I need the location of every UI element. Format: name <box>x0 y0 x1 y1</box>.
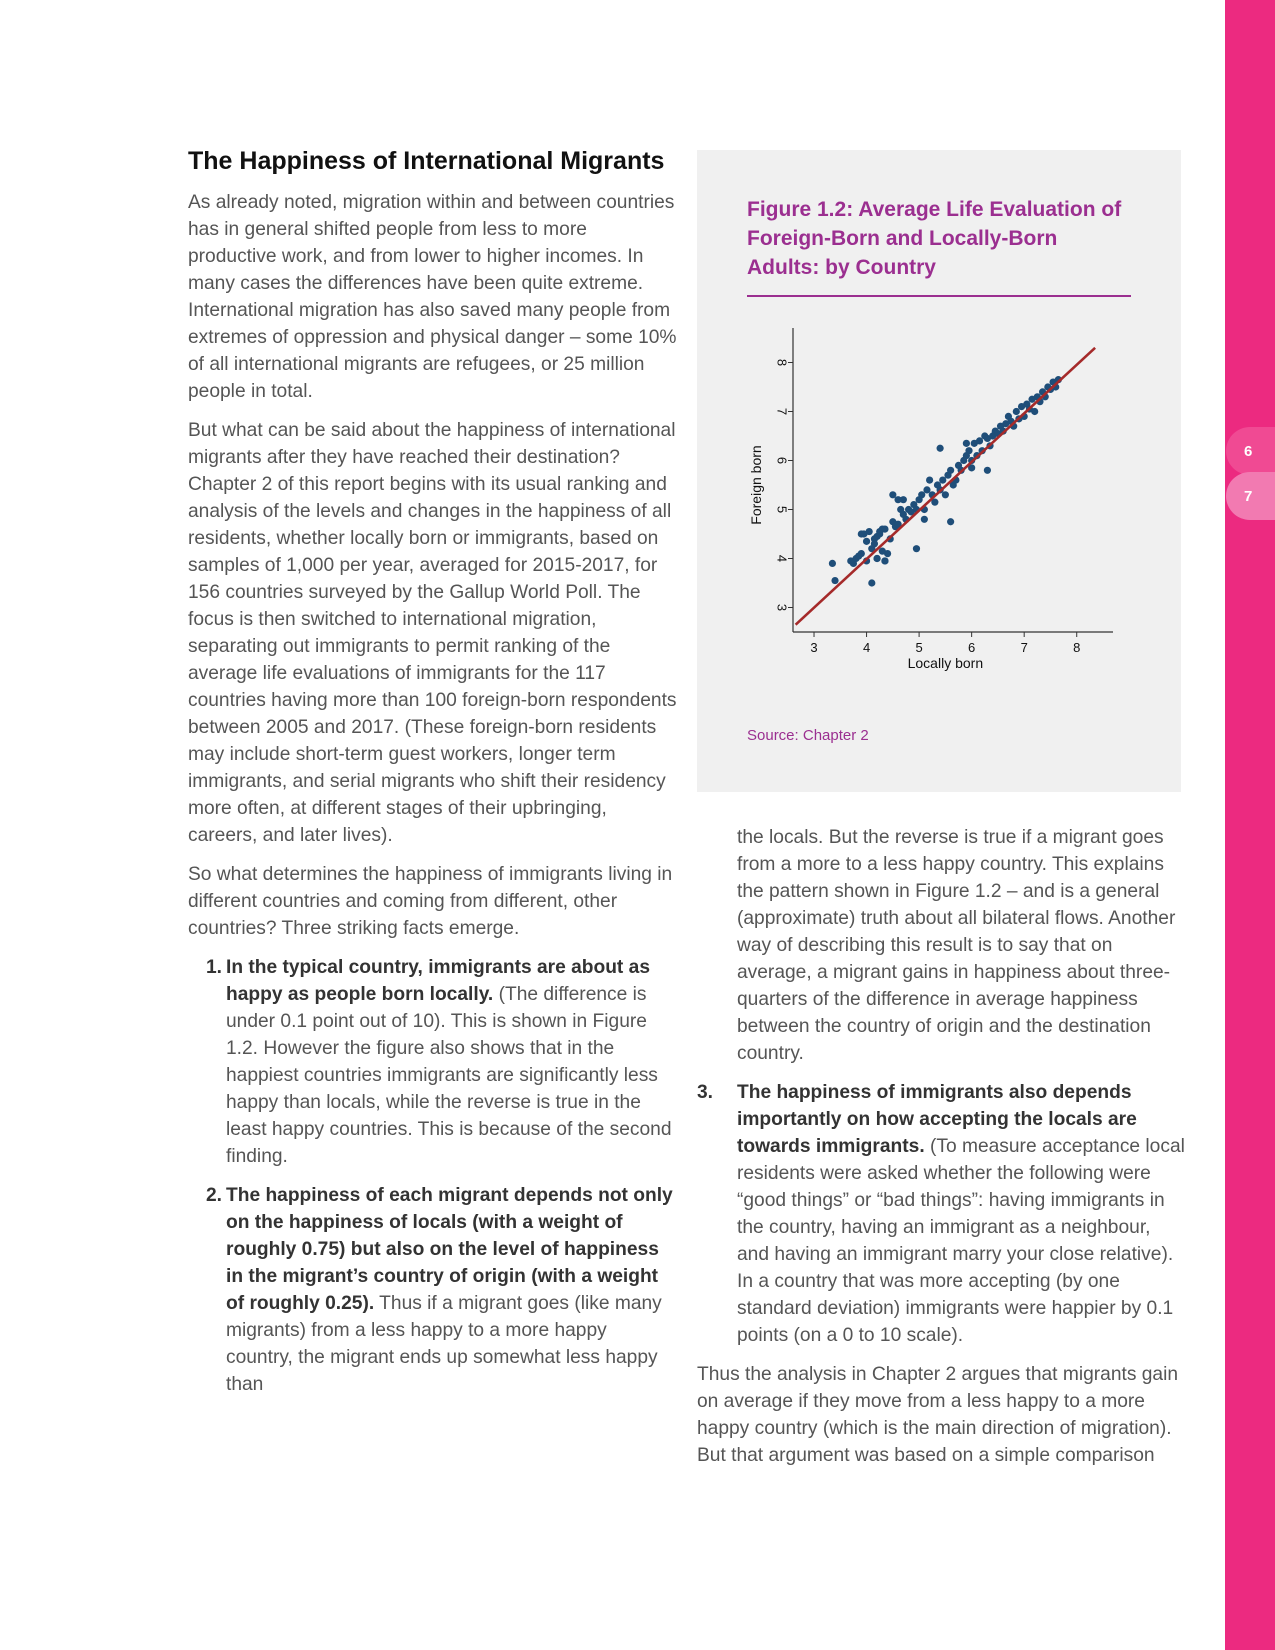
finding-2-continuation: the locals. But the reverse is true if a migrant goes from a more to a less happy country. This explains the pattern shown in Figure 1.2 – and is a general (approximate) truth about all bilateral flows. Another way of describing this result is to say that on average, a migrant gains in happiness about three-quarters of the difference in average happiness between the country of origin and the destination country. <box>737 827 1176 1064</box>
data-point <box>871 540 878 547</box>
closing-paragraph: Thus the analysis in Chapter 2 argues that migrants gain on average if they move from a less happy to a more happy country (which is the main direction of migration). But that argument was based on a simple comparison <box>697 1364 1179 1466</box>
finding-1-lead: In the typical country, immigrants are about as happy as people born locally. <box>226 957 650 1005</box>
figure-title: Figure 1.2: Average Life Evaluation of Foreign-Born and Locally-Born Adults: by Country <box>747 198 1122 279</box>
finding-2 <box>188 1182 678 1398</box>
chapter-tab-6[interactable] <box>1226 427 1275 475</box>
right-column <box>697 824 1187 1481</box>
y-tick-label: 5 <box>774 505 790 514</box>
finding-1-text: (The difference is under 0.1 point out of 10). This is shown in Figure 1.2. However the figure also shows that in the happiest countries immigrants are significantly less happy than locals, while the reverse is true in the least happy countries. This is because of the second finding. <box>226 984 672 1167</box>
paragraph-1: As already noted, migration within and between countries has in general shifted people from less to more productive work, and from lower to higher incomes. In many cases the differences have been quite extreme. International migration has also saved many people from extremes of oppression and physical danger – some 10% of all international migrants are refugees, or 25 million people in total. <box>188 192 677 402</box>
x-axis-title: Locally born <box>907 655 984 671</box>
data-point <box>976 437 983 444</box>
y-tick-label: 7 <box>774 407 790 416</box>
finding-3 <box>677 1079 1187 1349</box>
data-point <box>879 548 886 555</box>
data-point <box>947 467 954 474</box>
finding-2-lead: The happiness of each migrant depends not only on the happiness of locals (with a weight of roughly 0.75) but also on the level of happiness in the migrant’s country of origin (with a weight of roughly 0.25). <box>226 1185 673 1314</box>
finding-2-number: 2. <box>206 1185 223 1206</box>
figure-panel <box>697 150 1181 792</box>
y-tick-label: 6 <box>774 456 790 465</box>
findings-list <box>188 954 678 1398</box>
data-point <box>921 516 928 523</box>
x-tick-label: 7 <box>1020 640 1028 655</box>
data-point <box>873 555 880 562</box>
data-point <box>913 545 920 552</box>
data-point <box>926 477 933 484</box>
data-point <box>942 491 949 498</box>
data-point <box>894 496 901 503</box>
finding-3-lead: The happiness of immigrants also depends importantly on how accepting the locals are towards immigrants. <box>737 1082 1137 1157</box>
x-tick-label: 5 <box>915 640 923 655</box>
data-point <box>1031 408 1038 415</box>
finding-3-text: (To measure acceptance local residents were asked whether the following were “good things” or “bad things”: having immigrants in the country, having an immigrant as a neighbour, and having an immigrant marry your close relative). In a country that was more accepting (by one standard deviation) immigrants were happier by 0.1 points (on a 0 to 10 scale). <box>737 1136 1185 1346</box>
y-tick-label: 8 <box>774 358 790 367</box>
data-point <box>858 530 865 537</box>
data-point <box>947 518 954 525</box>
data-point <box>918 491 925 498</box>
data-point <box>868 579 875 586</box>
data-point <box>937 445 944 452</box>
data-point <box>831 577 838 584</box>
data-point <box>963 440 970 447</box>
data-point <box>881 526 888 533</box>
data-point <box>829 560 836 567</box>
paragraph-2: But what can be said about the happiness of international migrants after they have reached their destination? Chapter 2 of this report begins with its usual ranking and analysis of the levels and changes in the happiness of all residents, whether locally born or immigrants, based on samples of 1,000 per year, averaged for 2015-2017, for 156 countries surveyed by the Gallup World Poll. The focus is then switched to international migration, separating out immigrants to permit ranking of the average life evaluations of immigrants for the 117 countries having more than 100 foreign-born respondents between 2005 and 2017. (These foreign-born residents may include short-term guest workers, longer term immigrants, and serial migrants who shift their residency more often, at different stages of their upbringing, careers, and later lives). <box>188 420 677 846</box>
fit-line <box>796 348 1095 625</box>
findings-list-continued <box>677 1079 1187 1349</box>
x-tick-label: 6 <box>968 640 976 655</box>
data-point <box>863 538 870 545</box>
x-tick-label: 4 <box>862 640 871 655</box>
x-tick-label: 3 <box>810 640 818 655</box>
data-point <box>889 491 896 498</box>
section-heading: The Happiness of International Migrants <box>188 147 665 175</box>
data-point <box>923 486 930 493</box>
data-point <box>984 467 991 474</box>
finding-1 <box>188 954 678 1170</box>
data-point <box>881 557 888 564</box>
finding-3-number: 3. <box>697 1082 714 1103</box>
data-point <box>866 528 873 535</box>
finding-2-text: Thus if a migrant goes (like many migrants) from a less happy to a more happy country, the migrant ends up somewhat less happy than <box>226 1293 662 1395</box>
chapter-tab-7-label: 7 <box>1244 487 1253 505</box>
data-point <box>965 447 972 454</box>
chapter-tab-6-label: 6 <box>1244 442 1253 460</box>
x-tick-label: 8 <box>1073 640 1081 655</box>
figure-source: Source: Chapter 2 <box>747 727 869 744</box>
left-column <box>188 146 678 1410</box>
paragraph-3: So what determines the happiness of immigrants living in different countries and coming from different, other countries? Three striking facts emerge. <box>188 864 673 939</box>
finding-1-number: 1. <box>206 957 223 978</box>
data-point <box>900 511 907 518</box>
data-point <box>1013 408 1020 415</box>
chapter-tab-7[interactable] <box>1226 472 1275 520</box>
data-point <box>858 550 865 557</box>
scatter-chart <box>697 150 1181 792</box>
y-tick-label: 3 <box>774 603 790 612</box>
chapter-sidebar <box>1225 0 1275 1650</box>
data-point <box>939 477 946 484</box>
y-axis-title: Foreign born <box>748 445 764 525</box>
y-tick-label: 4 <box>774 554 790 563</box>
